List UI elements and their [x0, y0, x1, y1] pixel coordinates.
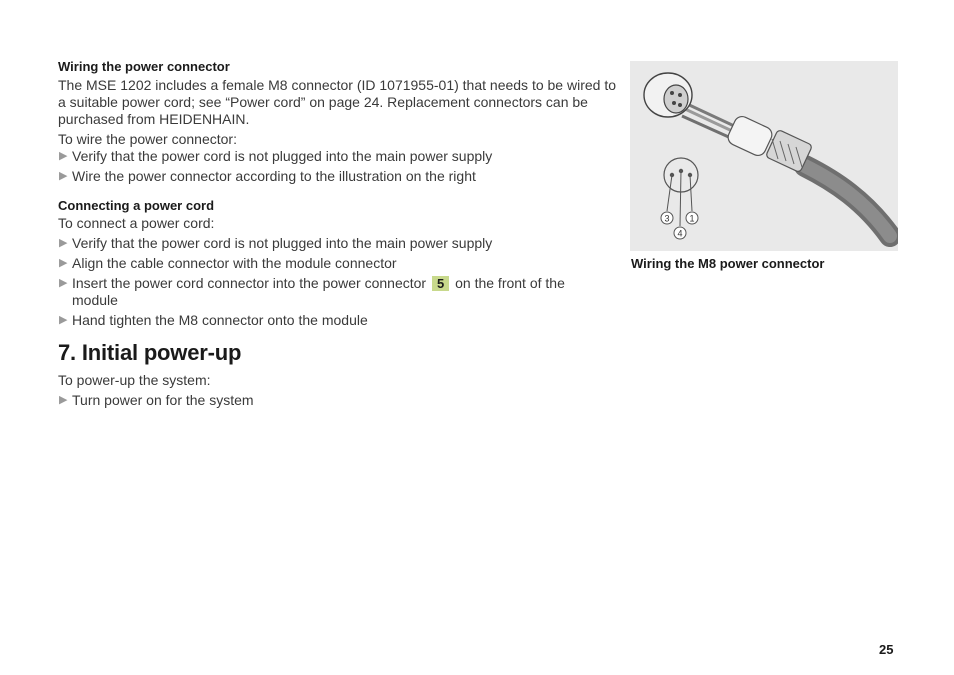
- connect-step-2: ▶ Align the cable connector with the module connector: [59, 255, 397, 271]
- connector-illustration: [630, 61, 898, 251]
- wiring-step-2: ▶ Wire the power connector according to the illustration on the right: [59, 168, 476, 184]
- pin-label-1: 1: [689, 213, 695, 224]
- arrow-icon: ▶: [59, 394, 68, 406]
- arrow-icon: ▶: [59, 314, 68, 326]
- wiring-heading: Wiring the power connector: [58, 59, 230, 74]
- arrow-icon: ▶: [59, 237, 68, 249]
- powerup-heading: 7. Initial power-up: [58, 340, 242, 365]
- arrow-icon: ▶: [59, 170, 68, 182]
- connect-step-1: ▶ Verify that the power cord is not plugged into the main power supply: [59, 235, 493, 251]
- text-column: [58, 59, 618, 409]
- connector-number-badge: 5: [432, 276, 449, 291]
- arrow-icon: ▶: [59, 277, 68, 289]
- figure-caption: Wiring the M8 power connector: [631, 256, 825, 271]
- page-number: 25: [879, 642, 894, 657]
- connect-intro: To connect a power cord:: [58, 215, 215, 231]
- pin-label-3: 3: [664, 213, 670, 224]
- connect-step-3: ▶ Insert the power cord connector into the power connector 5 on the front of the module: [59, 275, 565, 308]
- pin-label-4: 4: [677, 228, 683, 239]
- wiring-intro: To wire the power connector:: [58, 131, 237, 147]
- m8-connector-drawing: [630, 61, 898, 251]
- connect-heading: Connecting a power cord: [58, 198, 215, 213]
- wiring-paragraph: The MSE 1202 includes a female M8 connector (ID 1071955-01) that needs to be wired to a suitable power cord; see “Power cord” on page 24. Replacement connectors can be purchased from HEIDENHAIN.: [58, 77, 616, 127]
- wiring-step-1: ▶ Verify that the power cord is not plugged into the main power supply: [59, 148, 493, 164]
- connect-step-4: ▶ Hand tighten the M8 connector onto the module: [59, 312, 368, 328]
- arrow-icon: ▶: [59, 257, 68, 269]
- arrow-icon: ▶: [59, 150, 68, 162]
- powerup-intro: To power-up the system:: [58, 372, 211, 388]
- powerup-step-1: ▶ Turn power on for the system: [59, 392, 254, 408]
